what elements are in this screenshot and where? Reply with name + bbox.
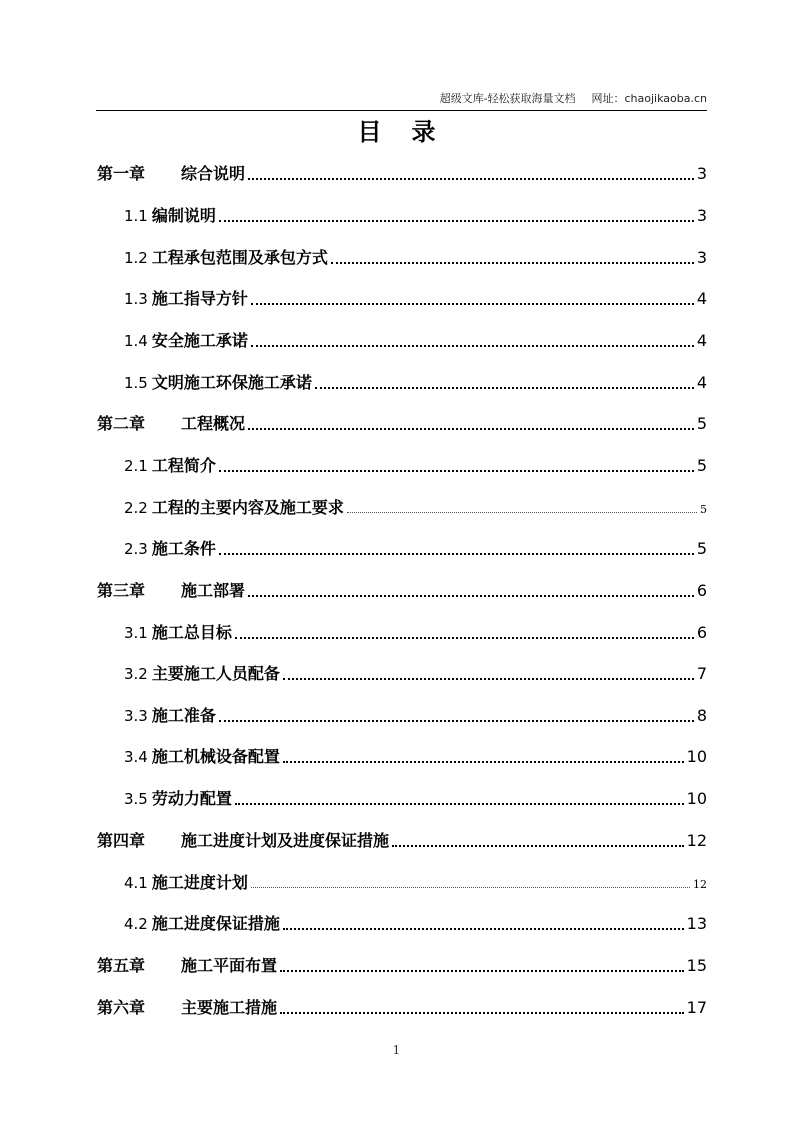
page-ref: 5 (696, 414, 707, 433)
section-number: 3.4 (124, 748, 148, 766)
page-ref: 10 (686, 789, 707, 808)
page-ref: 5 (696, 456, 707, 475)
toc-chapter[interactable] (97, 578, 707, 604)
toc-text: 编制说明 (151, 206, 216, 225)
toc-section[interactable] (124, 744, 707, 770)
toc-text: 主要施工人员配备 (151, 664, 280, 683)
toc-section[interactable] (124, 911, 707, 937)
page-ref: 12 (693, 878, 707, 891)
toc-text: 施工进度保证措施 (151, 914, 280, 933)
section-number: 3.1 (124, 624, 148, 642)
page-ref: 17 (686, 998, 707, 1017)
toc-section[interactable] (124, 536, 707, 562)
dot-leader (283, 927, 684, 930)
page-ref: 3 (696, 206, 707, 225)
toc-text: 主要施工措施 (181, 998, 278, 1017)
dot-leader (235, 636, 694, 639)
chapter-number: 第一章 (97, 164, 146, 183)
toc-text: 安全施工承诺 (151, 331, 248, 350)
title-char-1: 目 (357, 117, 382, 146)
page-ref: 4 (696, 289, 707, 308)
section-number: 3.3 (124, 707, 148, 725)
toc-section[interactable] (124, 661, 707, 687)
dot-leader (219, 552, 694, 555)
dot-leader (219, 469, 694, 472)
chapter-number: 第三章 (97, 581, 146, 600)
toc-text: 工程的主要内容及施工要求 (151, 498, 344, 517)
toc-section[interactable] (124, 370, 707, 396)
toc-text: 施工进度计划 (151, 873, 248, 892)
toc-chapter[interactable] (97, 828, 707, 854)
page-ref: 10 (686, 747, 707, 766)
section-number: 1.1 (124, 207, 148, 225)
dot-leader (251, 886, 690, 888)
dot-leader (280, 969, 684, 972)
toc-text: 工程承包范围及承包方式 (151, 248, 328, 267)
toc-text: 施工准备 (151, 706, 216, 725)
page-ref: 13 (686, 914, 707, 933)
dot-leader (251, 302, 694, 305)
dot-leader (331, 261, 694, 264)
section-number: 2.2 (124, 499, 148, 517)
toc-section[interactable] (124, 495, 707, 521)
page-header (96, 90, 707, 111)
page-ref: 8 (696, 706, 707, 725)
page-ref: 15 (686, 956, 707, 975)
page-ref: 4 (696, 331, 707, 350)
dot-leader (219, 219, 694, 222)
dot-leader (248, 177, 694, 180)
page-ref: 3 (696, 248, 707, 267)
toc-chapter[interactable] (97, 411, 707, 437)
toc-section[interactable] (124, 870, 707, 896)
toc-text: 施工机械设备配置 (151, 747, 280, 766)
toc-text: 施工平面布置 (181, 956, 278, 975)
dot-leader (283, 677, 694, 680)
toc-text: 施工进度计划及进度保证措施 (181, 831, 390, 850)
dot-leader (219, 719, 694, 722)
page-number: 1 (392, 1043, 401, 1057)
toc-chapter[interactable] (97, 161, 707, 187)
toc-section[interactable] (124, 453, 707, 479)
toc-chapter[interactable] (97, 995, 707, 1021)
toc-section[interactable] (124, 620, 707, 646)
page-ref: 5 (696, 539, 707, 558)
toc-text: 工程简介 (151, 456, 216, 475)
dot-leader (315, 386, 694, 389)
toc-section[interactable] (124, 703, 707, 729)
dot-leader (347, 511, 697, 513)
title-char-2: 录 (411, 117, 436, 146)
toc-section[interactable] (124, 286, 707, 312)
page-ref: 6 (696, 581, 707, 600)
section-number: 4.1 (124, 874, 148, 892)
section-number: 3.2 (124, 665, 148, 683)
dot-leader (392, 844, 684, 847)
toc-section[interactable] (124, 328, 707, 354)
dot-leader (251, 344, 694, 347)
page-ref: 12 (686, 831, 707, 850)
page-ref: 7 (696, 664, 707, 683)
chapter-number: 第四章 (97, 831, 146, 850)
toc-text: 文明施工环保施工承诺 (151, 373, 312, 392)
toc-text: 施工指导方针 (151, 289, 248, 308)
toc-text: 劳动力配置 (151, 789, 232, 808)
url-label: 网址： (591, 92, 625, 105)
page-title (0, 116, 793, 148)
site-url: chaojikaoba.cn (624, 92, 707, 105)
dot-leader (280, 1011, 684, 1014)
toc-section[interactable] (124, 786, 707, 812)
dot-leader (248, 427, 694, 430)
section-number: 3.5 (124, 790, 148, 808)
toc-text: 施工条件 (151, 539, 216, 558)
toc-text: 施工部署 (181, 581, 246, 600)
chapter-number: 第六章 (97, 998, 146, 1017)
page-ref: 6 (696, 623, 707, 642)
toc-text: 工程概况 (181, 414, 246, 433)
chapter-number: 第五章 (97, 956, 146, 975)
dot-leader (283, 760, 684, 763)
toc-section[interactable] (124, 203, 707, 229)
dot-leader (235, 802, 684, 805)
site-tagline: 超级文库-轻松获取海量文档 (439, 92, 576, 105)
toc-text: 施工总目标 (151, 623, 232, 642)
chapter-number: 第二章 (97, 414, 146, 433)
section-number: 2.3 (124, 540, 148, 558)
section-number: 2.1 (124, 457, 148, 475)
section-number: 1.3 (124, 290, 148, 308)
dot-leader (248, 594, 694, 597)
page-ref: 5 (700, 503, 707, 516)
section-number: 1.4 (124, 332, 148, 350)
toc-chapter[interactable] (97, 953, 707, 979)
page-ref: 4 (696, 373, 707, 392)
toc-text: 综合说明 (181, 164, 246, 183)
section-number: 1.2 (124, 249, 148, 267)
section-number: 1.5 (124, 374, 148, 392)
section-number: 4.2 (124, 915, 148, 933)
page-ref: 3 (696, 164, 707, 183)
toc-section[interactable] (124, 245, 707, 271)
